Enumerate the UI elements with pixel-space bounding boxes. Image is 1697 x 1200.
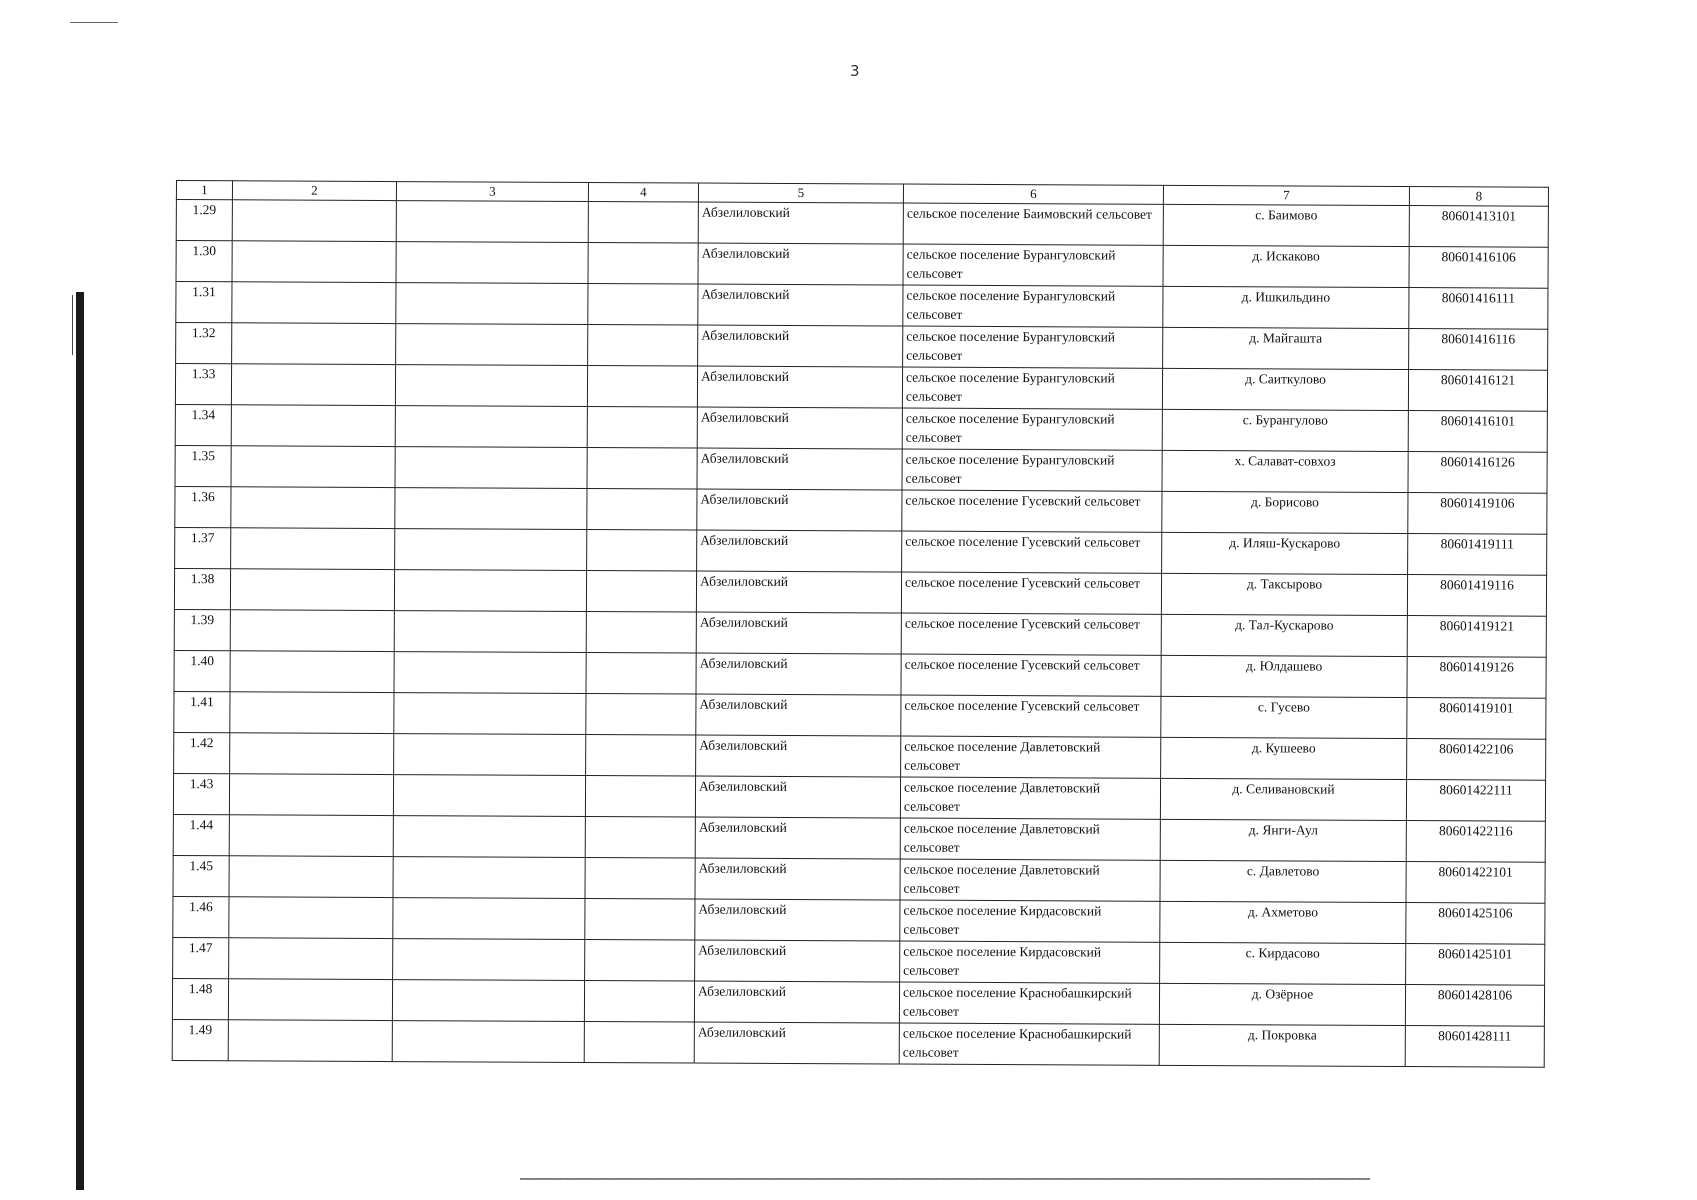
district-name: Абзелиловский <box>696 612 901 654</box>
locality-name: д. Искаково <box>1163 245 1409 287</box>
page-number: 3 <box>850 62 860 80</box>
oktmo-code: 80601416121 <box>1408 370 1547 412</box>
column-header-1: 1 <box>176 181 232 200</box>
cell-col-4 <box>586 612 696 654</box>
locality-name: д. Озёрное <box>1159 983 1405 1025</box>
settlement-name: сельское поселение Гусевский сельсовет <box>901 572 1161 614</box>
scan-edge-bar <box>76 292 84 1190</box>
oktmo-code: 80601422111 <box>1406 780 1545 822</box>
settlement-name: сельское поселение Бурангуловский сельсовет <box>903 326 1163 368</box>
cell-col-4 <box>588 243 698 285</box>
row-number: 1.41 <box>174 691 230 732</box>
cell-col-3 <box>395 365 587 407</box>
row-number: 1.33 <box>175 364 231 405</box>
cell-col-2 <box>229 897 393 939</box>
registry-table <box>172 180 1549 1068</box>
cell-col-3 <box>395 406 587 448</box>
oktmo-code: 80601416101 <box>1408 411 1547 453</box>
cell-col-3 <box>392 1021 584 1063</box>
locality-name: д. Янги-Аул <box>1160 819 1406 861</box>
column-header-2: 2 <box>232 181 396 201</box>
locality-name: д. Саиткулово <box>1162 368 1408 410</box>
settlement-name: сельское поселение Гусевский сельсовет <box>901 654 1161 696</box>
row-number: 1.45 <box>173 855 229 896</box>
locality-name: д. Покровка <box>1159 1024 1405 1066</box>
locality-name: д. Ахметово <box>1160 901 1406 943</box>
table-row <box>176 200 1548 248</box>
cell-col-2 <box>229 938 393 980</box>
row-number: 1.29 <box>176 200 232 241</box>
district-name: Абзелиловский <box>695 858 900 900</box>
oktmo-code: 80601428111 <box>1405 1026 1544 1068</box>
row-number: 1.34 <box>175 404 231 445</box>
district-name: Абзелиловский <box>698 202 903 244</box>
cell-col-3 <box>396 283 588 325</box>
table-row <box>173 937 1545 985</box>
oktmo-code: 80601419101 <box>1407 698 1546 740</box>
district-name: Абзелиловский <box>697 489 902 531</box>
cell-col-2 <box>230 610 394 652</box>
locality-name: д. Майгашта <box>1163 327 1409 369</box>
oktmo-code: 80601419126 <box>1407 657 1546 699</box>
column-header-7: 7 <box>1163 185 1409 205</box>
cell-col-3 <box>392 980 584 1022</box>
table-row <box>174 732 1546 780</box>
table-row <box>175 486 1547 534</box>
oktmo-code: 80601419121 <box>1407 616 1546 658</box>
settlement-name: сельское поселение Давлетовский сельсовет <box>900 859 1160 901</box>
cell-col-2 <box>231 405 395 447</box>
table-row <box>174 691 1546 739</box>
cell-col-2 <box>228 979 392 1021</box>
cell-col-2 <box>232 200 396 242</box>
locality-name: с. Давлетово <box>1160 860 1406 902</box>
locality-name: д. Тал-Кускарово <box>1161 614 1407 656</box>
cell-col-4 <box>586 571 696 613</box>
settlement-name: сельское поселение Бурангуловский сельсовет <box>902 367 1162 409</box>
cell-col-4 <box>586 653 696 695</box>
locality-name: д. Ишкильдино <box>1163 286 1409 328</box>
oktmo-code: 80601416126 <box>1408 452 1547 494</box>
cell-col-4 <box>586 694 696 736</box>
table-row <box>175 404 1547 452</box>
district-name: Абзелиловский <box>694 1022 899 1064</box>
row-number: 1.32 <box>176 323 232 364</box>
row-number: 1.44 <box>173 814 229 855</box>
district-name: Абзелиловский <box>698 325 903 367</box>
cell-col-4 <box>585 940 695 982</box>
oktmo-code: 80601413101 <box>1409 206 1548 248</box>
row-number: 1.31 <box>176 282 232 323</box>
settlement-name: сельское поселение Баимовский сельсовет <box>903 203 1163 245</box>
oktmo-code: 80601422101 <box>1406 862 1545 904</box>
settlement-name: сельское поселение Гусевский сельсовет <box>902 490 1162 532</box>
cell-col-4 <box>587 448 697 490</box>
table-row <box>174 650 1546 698</box>
scan-edge-line <box>72 295 73 355</box>
locality-name: д. Селивановский <box>1160 778 1406 820</box>
settlement-name: сельское поселение Краснобашкирский сельсовет <box>899 982 1159 1024</box>
table-row <box>172 1019 1544 1067</box>
row-number: 1.47 <box>173 937 229 978</box>
district-name: Абзелиловский <box>696 653 901 695</box>
district-name: Абзелиловский <box>697 366 902 408</box>
cell-col-3 <box>395 447 587 489</box>
cell-col-3 <box>393 857 585 899</box>
cell-col-4 <box>588 202 698 244</box>
row-number: 1.48 <box>172 978 228 1019</box>
table-row <box>173 896 1545 944</box>
cell-col-2 <box>229 815 393 857</box>
locality-name: с. Баимово <box>1163 204 1409 246</box>
row-number: 1.46 <box>173 896 229 937</box>
cell-col-2 <box>230 733 394 775</box>
district-name: Абзелиловский <box>697 530 902 572</box>
table-row <box>173 855 1545 903</box>
district-name: Абзелиловский <box>695 776 900 818</box>
locality-name: с. Бурангулово <box>1162 409 1408 451</box>
cell-col-4 <box>584 981 694 1023</box>
cell-col-4 <box>586 735 696 777</box>
table-row <box>176 323 1548 371</box>
row-number: 1.36 <box>175 486 231 527</box>
table-row <box>176 282 1548 330</box>
row-number: 1.43 <box>173 773 229 814</box>
settlement-name: сельское поселение Бурангуловский сельсовет <box>903 244 1163 286</box>
cell-col-4 <box>587 530 697 572</box>
oktmo-code: 80601416116 <box>1409 329 1548 371</box>
district-name: Абзелиловский <box>697 448 902 490</box>
district-name: Абзелиловский <box>697 407 902 449</box>
locality-name: д. Иляш-Кускарово <box>1162 532 1408 574</box>
district-name: Абзелиловский <box>695 817 900 859</box>
table-row <box>175 527 1547 575</box>
oktmo-code: 80601416111 <box>1409 288 1548 330</box>
cell-col-3 <box>396 242 588 284</box>
column-header-5: 5 <box>698 183 903 203</box>
cell-col-3 <box>393 939 585 981</box>
cell-col-4 <box>585 899 695 941</box>
cell-col-3 <box>394 693 586 735</box>
settlement-name: сельское поселение Гусевский сельсовет <box>901 613 1161 655</box>
cell-col-2 <box>230 569 394 611</box>
settlement-name: сельское поселение Кирдасовский сельсовет <box>900 900 1160 942</box>
locality-name: д. Борисово <box>1162 491 1408 533</box>
oktmo-code: 80601425106 <box>1406 903 1545 945</box>
settlement-name: сельское поселение Бурангуловский сельсовет <box>902 408 1162 450</box>
cell-col-2 <box>232 323 396 365</box>
cell-col-4 <box>588 325 698 367</box>
settlement-name: сельское поселение Бурангуловский сельсовет <box>902 449 1162 491</box>
cell-col-2 <box>232 282 396 324</box>
cell-col-3 <box>393 775 585 817</box>
oktmo-code: 80601425101 <box>1406 944 1545 986</box>
cell-col-3 <box>396 201 588 243</box>
cell-col-4 <box>584 1022 694 1064</box>
district-name: Абзелиловский <box>696 735 901 777</box>
cell-col-2 <box>229 774 393 816</box>
cell-col-3 <box>394 570 586 612</box>
scan-mark <box>70 22 118 23</box>
cell-col-3 <box>393 898 585 940</box>
column-header-3: 3 <box>396 182 588 202</box>
locality-name: с. Кирдасово <box>1160 942 1406 984</box>
settlement-name: сельское поселение Давлетовский сельсовет <box>900 777 1160 819</box>
district-name: Абзелиловский <box>698 284 903 326</box>
cell-col-4 <box>587 407 697 449</box>
locality-name: х. Салават-совхоз <box>1162 450 1408 492</box>
scan-bottom-line <box>520 1178 1370 1180</box>
oktmo-code: 80601419111 <box>1408 534 1547 576</box>
oktmo-code: 80601419116 <box>1407 575 1546 617</box>
cell-col-2 <box>231 446 395 488</box>
settlement-name: сельское поселение Краснобашкирский сельсовет <box>899 1023 1159 1065</box>
row-number: 1.35 <box>175 445 231 486</box>
cell-col-3 <box>394 652 586 694</box>
oktmo-code: 80601422116 <box>1406 821 1545 863</box>
settlement-name: сельское поселение Давлетовский сельсовет <box>901 736 1161 778</box>
table-row <box>176 241 1548 289</box>
cell-col-2 <box>231 487 395 529</box>
cell-col-3 <box>395 529 587 571</box>
table-row <box>174 609 1546 657</box>
oktmo-code: 80601428106 <box>1405 985 1544 1027</box>
cell-col-4 <box>585 858 695 900</box>
locality-name: д. Юлдашево <box>1161 655 1407 697</box>
locality-name: с. Гусево <box>1161 696 1407 738</box>
cell-col-3 <box>394 611 586 653</box>
table-row <box>175 445 1547 493</box>
row-number: 1.37 <box>175 527 231 568</box>
cell-col-4 <box>587 366 697 408</box>
district-name: Абзелиловский <box>694 981 899 1023</box>
cell-col-2 <box>231 528 395 570</box>
settlement-name: сельское поселение Кирдасовский сельсовет <box>900 941 1160 983</box>
column-header-4: 4 <box>588 183 698 203</box>
oktmo-code: 80601419106 <box>1408 493 1547 535</box>
settlement-name: сельское поселение Давлетовский сельсовет <box>900 818 1160 860</box>
settlement-name: сельское поселение Гусевский сельсовет <box>902 531 1162 573</box>
cell-col-2 <box>230 651 394 693</box>
column-header-6: 6 <box>903 184 1163 204</box>
cell-col-2 <box>232 241 396 283</box>
cell-col-2 <box>229 856 393 898</box>
district-name: Абзелиловский <box>696 694 901 736</box>
cell-col-4 <box>585 817 695 859</box>
district-name: Абзелиловский <box>695 899 900 941</box>
table-row <box>175 364 1547 412</box>
row-number: 1.30 <box>176 241 232 282</box>
row-number: 1.49 <box>172 1019 228 1060</box>
cell-col-3 <box>396 324 588 366</box>
cell-col-2 <box>230 692 394 734</box>
settlement-name: сельское поселение Гусевский сельсовет <box>901 695 1161 737</box>
row-number: 1.40 <box>174 650 230 691</box>
row-number: 1.38 <box>174 568 230 609</box>
locality-name: д. Таксырово <box>1161 573 1407 615</box>
table-row <box>173 773 1545 821</box>
locality-name: д. Кушеево <box>1161 737 1407 779</box>
oktmo-code: 80601416106 <box>1409 247 1548 289</box>
table-row <box>172 978 1544 1026</box>
cell-col-4 <box>587 489 697 531</box>
row-number: 1.42 <box>174 732 230 773</box>
cell-col-4 <box>588 284 698 326</box>
row-number: 1.39 <box>174 609 230 650</box>
district-name: Абзелиловский <box>696 571 901 613</box>
cell-col-2 <box>231 364 395 406</box>
table-body <box>172 200 1548 1068</box>
cell-col-3 <box>395 488 587 530</box>
cell-col-4 <box>585 776 695 818</box>
cell-col-3 <box>394 734 586 776</box>
table-row <box>174 568 1546 616</box>
table-row <box>173 814 1545 862</box>
oktmo-code: 80601422106 <box>1407 739 1546 781</box>
column-header-8: 8 <box>1409 187 1548 207</box>
district-name: Абзелиловский <box>698 243 903 285</box>
cell-col-2 <box>228 1020 392 1062</box>
settlement-name: сельское поселение Бурангуловский сельсовет <box>903 285 1163 327</box>
district-name: Абзелиловский <box>695 940 900 982</box>
cell-col-3 <box>393 816 585 858</box>
